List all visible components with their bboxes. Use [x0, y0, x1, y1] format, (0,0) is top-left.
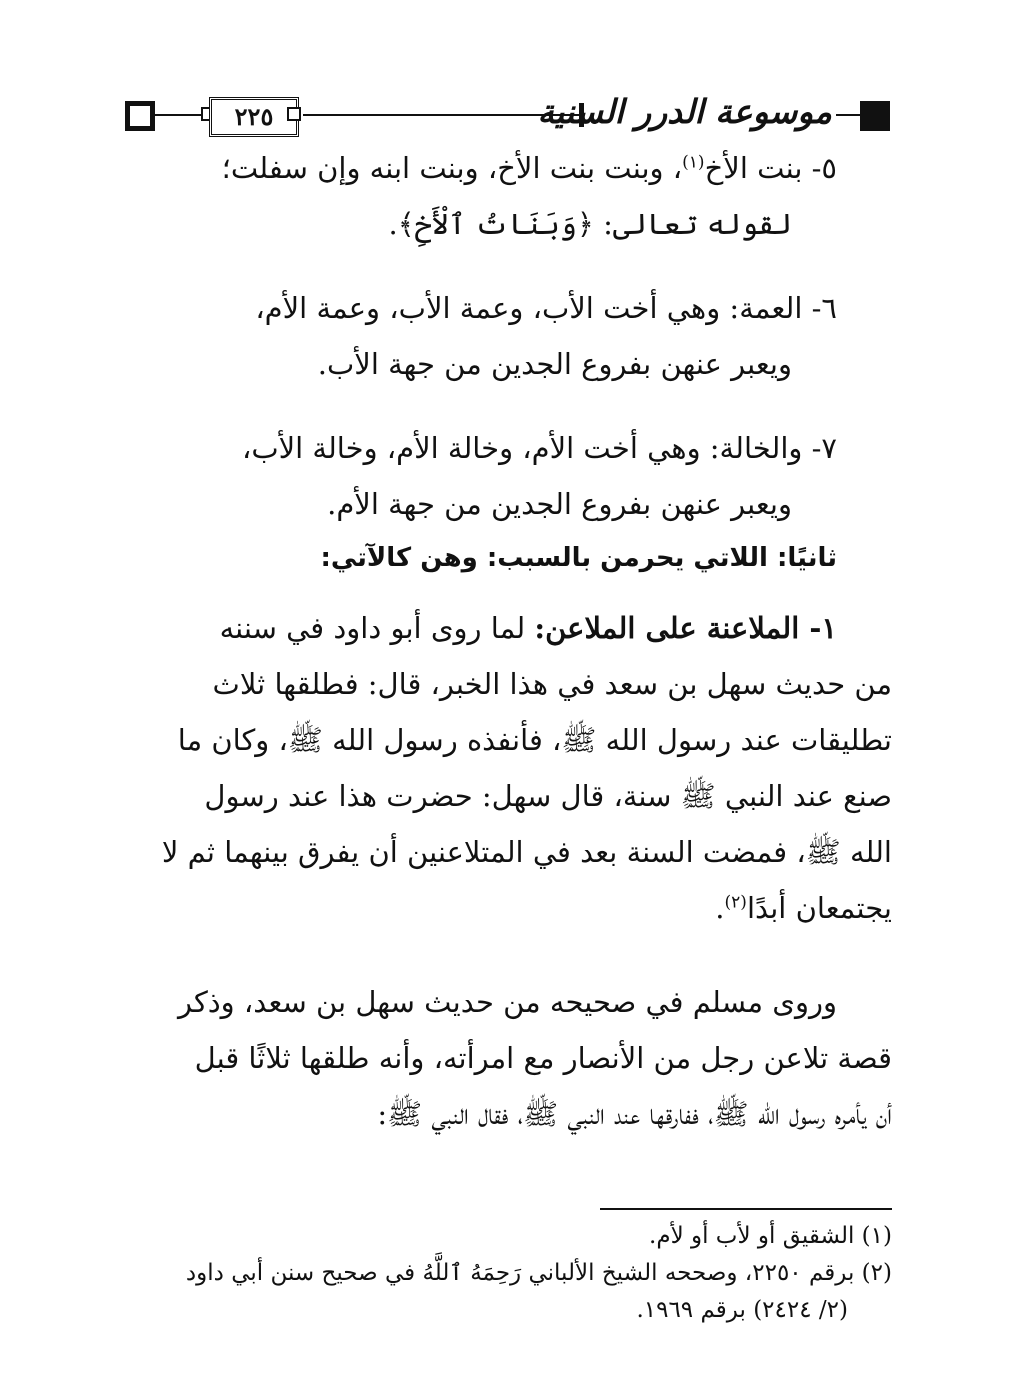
text: لما روى أبو داود في سننه: [219, 611, 526, 645]
paragraph-1-line-5: الله ﷺ، فمضت السنة بعد في المتلاعنين أن يفرق بينهما ثم لا: [161, 835, 892, 869]
footnote-1: (١) الشقيق أو لأب أو لأم.: [649, 1223, 892, 1249]
header-rule-right: [836, 114, 860, 116]
paragraph-2-line-1: وروى مسلم في صحيحه من حديث سهل بن سعد، وذكر: [177, 985, 837, 1019]
list-item-6-line-2: ويعبر عنهن بفروع الجدين من جهة الأب.: [317, 347, 792, 381]
list-item-5-line-1: [122, 140, 892, 196]
page-header: [125, 92, 890, 140]
text: يجتمعان أبدًا: [746, 891, 892, 925]
footnote-ref-2[interactable]: (٢): [724, 892, 747, 913]
paragraph-1-line-2: من حديث سهل بن سعد في هذا الخبر، قال: فطلقها ثلاث: [212, 667, 892, 701]
footnote-2-line-1: (٢) برقم ٢٢٥٠، وصححه الشيخ الألباني رَحِمَهُ ٱللَّهُ في صحيح سنن أبي داود: [185, 1260, 892, 1286]
main-content: [122, 140, 892, 1142]
header-ornament-right: [860, 101, 890, 131]
footnote-2-line-2: (٢/ ٢٤٢٤) برقم ١٩٦٩.: [636, 1297, 848, 1323]
paragraph-1-line-4: صنع عند النبي ﷺ سنة، قال سهل: حضرت هذا عند رسول: [204, 779, 892, 813]
list-item-7-line-1: ٧- والخالة: وهي أخت الأم، وخالة الأم، وخالة الأب،: [241, 431, 837, 465]
book-title: موسوعة الدرر السنية: [537, 92, 832, 131]
footnote-ref-1[interactable]: (١): [682, 152, 705, 173]
footnote-separator: [600, 1208, 892, 1210]
paragraph-2-line-3: أن يأمره رسول الله ﷺ، ففارقها عند النبي ﷺ، فقال النبي ﷺ:: [377, 1097, 892, 1131]
text: ، وبنت بنت الأخ، وبنت ابنه وإن سفلت؛: [221, 151, 683, 185]
paragraph-1-line-3: تطليقات عند رسول الله ﷺ، فأنفذه رسول الله ﷺ، وكان ما: [177, 723, 892, 757]
page-number-ornament: [287, 107, 301, 121]
text: ٥- بنت الأخ: [704, 151, 837, 185]
text: .: [715, 891, 725, 925]
paragraph-1-line-6: [122, 880, 892, 936]
list-item-7-line-2: ويعبر عنهن بفروع الجدين من جهة الأم.: [327, 487, 792, 521]
paragraph-1-line-1: [122, 600, 892, 656]
paragraph-2-line-2: قصة تلاعن رجل من الأنصار مع امرأته، وأنه طلقها ثلاثًا قبل: [194, 1041, 892, 1075]
section-subheading: ثانيًا: اللاتي يحرمن بالسبب: وهن كالآتي:: [320, 543, 837, 573]
header-ornament-left: [125, 101, 155, 131]
paragraph-lead: ١- الملاعنة على الملاعن:: [534, 611, 837, 645]
footnotes: [122, 1218, 892, 1329]
list-item-6-line-1: ٦- العمة: وهي أخت الأب، وعمة الأب، وعمة الأم،: [255, 291, 837, 325]
page-number: ٢٢٥: [209, 97, 299, 137]
list-item-5-line-2: لقوله تعالى: ﴿وَبَنَاتُ ٱلْأَخِ﴾.: [388, 207, 792, 241]
